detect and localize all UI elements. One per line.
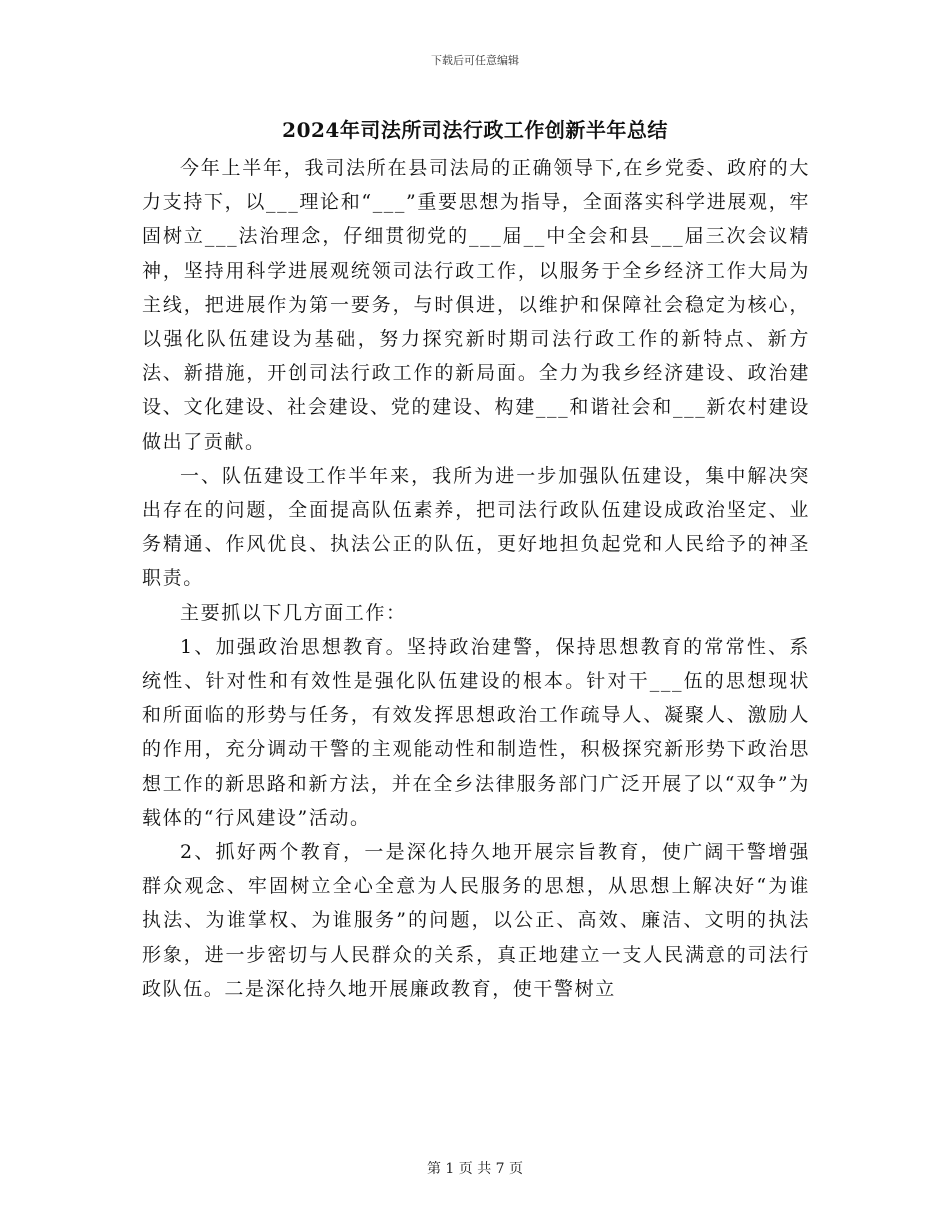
- document-title: 2024年司法所司法行政工作创新半年总结: [282, 118, 668, 142]
- page-number: 第 1 页 共 7 页: [426, 1161, 524, 1177]
- document-body: [142, 151, 810, 1006]
- page-header-note: 下载后可任意编辑: [431, 54, 519, 67]
- paragraph-item-1: 1、加强政治思想教育。坚持政治建警，保持思想教育的常常性、系统性、针对性和有效性是强化队伍建设的根本。针对干___伍的思想现状和所面临的形势与任务，有效发挥思想政治工作疏导人、凝聚人、激励人的作用，充分调动干警的主观能动性和制造性，积极探究新形势下政治思想工作的新思路和新方法，并在全乡法律服务部门广泛开展了以“双争”为载体的“行风建设”活动。: [142, 635, 810, 829]
- paragraph-item-2: 2、抓好两个教育，一是深化持久地开展宗旨教育，使广阔干警增强群众观念、牢固树立全心全意为人民服务的思想，从思想上解决好“为谁执法、为谁掌权、为谁服务”的问题，以公正、高效、廉洁、文明的执法形象，进一步密切与人民群众的关系，真正地建立一支人民满意的司法行政队伍。二是深化持久地开展廉政教育，使干警树立: [142, 841, 810, 1000]
- paragraph-team-building: 一、队伍建设工作半年来，我所为进一步加强队伍建设，集中解决突出存在的问题，全面提高队伍素养，把司法行政队伍建设成政治坚定、业务精通、作风优良、执法公正的队伍，更好地担负起党和人民给予的神圣职责。: [142, 464, 810, 590]
- paragraph-intro: 今年上半年，我司法所在县司法局的正确领导下,在乡党委、政府的大力支持下，以___理论和“___”重要思想为指导，全面落实科学进展观，牢固树立___法治理念，仔细贯彻党的___届__中全会和县___届三次会议精神，坚持用科学进展观统领司法行政工作，以服务于全乡经济工作大局为主线，把进展作为第一要务，与时俱进，以维护和保障社会稳定为核心，以强化队伍建设为基础，努力探究新时期司法行政工作的新特点、新方法、新措施，开创司法行政工作的新局面。全力为我乡经济建设、政治建设、文化建设、社会建设、党的建设、构建___和谐社会和___新农村建设做出了贡献。: [142, 157, 810, 453]
- paragraph-main-tasks: 主要抓以下几方面工作：: [180, 601, 407, 624]
